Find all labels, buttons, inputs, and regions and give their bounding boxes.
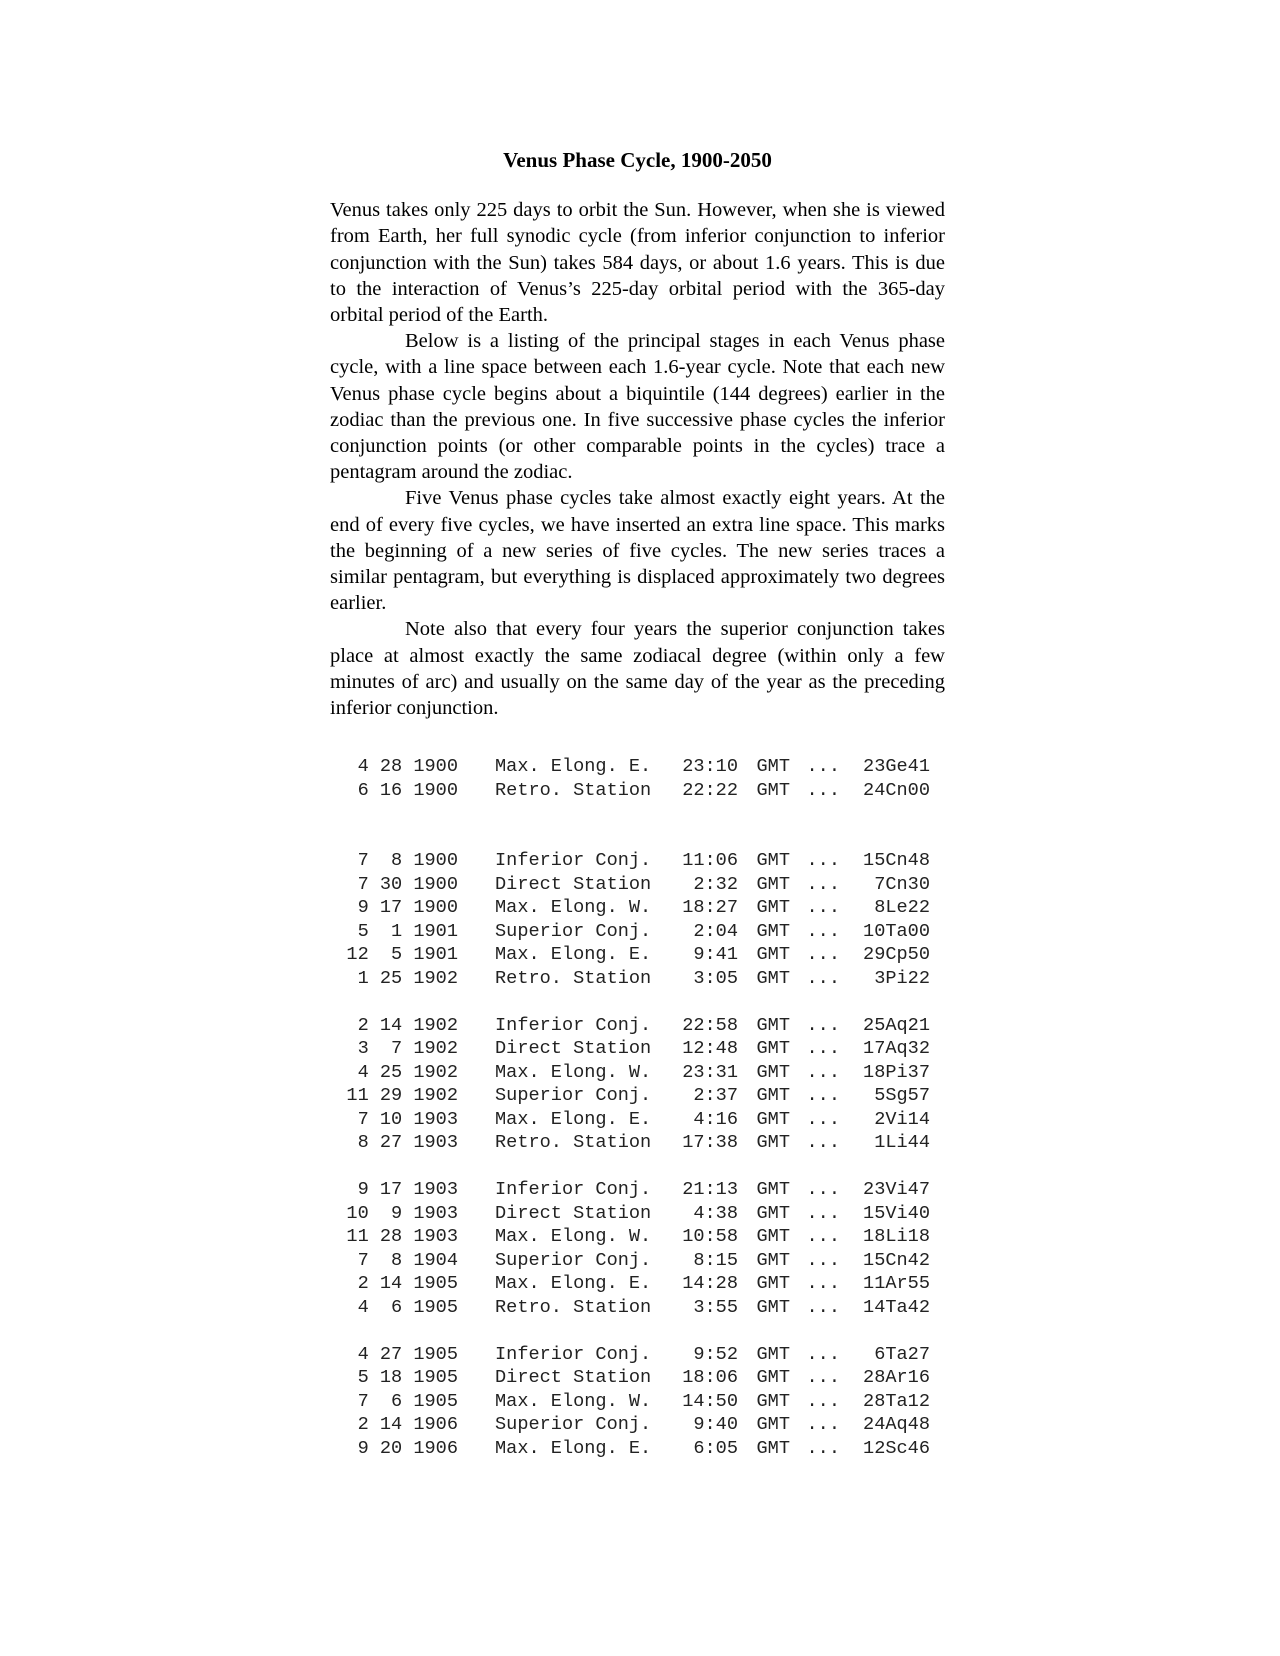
row-event: Superior Conj. <box>495 1249 652 1271</box>
row-position: 25Aq21 <box>863 1014 930 1036</box>
row-dots: ... <box>806 873 840 895</box>
row-time: 23:31 <box>682 1061 738 1083</box>
row-event: Max. Elong. W. <box>495 1390 652 1412</box>
row-date: 7 30 1900 <box>357 873 458 895</box>
row-position: 24Cn00 <box>863 779 930 801</box>
row-date: 6 16 1900 <box>357 779 458 801</box>
listing-row <box>330 1437 945 1461</box>
row-timezone: GMT <box>756 1414 790 1436</box>
row-position: 15Vi40 <box>863 1202 930 1224</box>
listing-row <box>330 896 945 920</box>
row-position: 2Vi14 <box>874 1108 930 1130</box>
row-event: Inferior Conj. <box>495 1343 652 1365</box>
phase-listing <box>330 755 945 1460</box>
row-dots: ... <box>806 1014 840 1036</box>
row-time: 18:06 <box>682 1367 738 1389</box>
row-event: Max. Elong. E. <box>495 944 652 966</box>
listing-row <box>330 873 945 897</box>
row-dots: ... <box>806 1085 840 1107</box>
row-position: 6Ta27 <box>874 1343 930 1365</box>
row-time: 14:28 <box>682 1273 738 1295</box>
row-date: 7 8 1904 <box>357 1249 458 1271</box>
row-time: 11:06 <box>682 850 738 872</box>
row-date: 2 14 1902 <box>357 1014 458 1036</box>
row-time: 10:58 <box>682 1226 738 1248</box>
row-date: 9 20 1906 <box>357 1437 458 1459</box>
row-position: 3Pi22 <box>874 967 930 989</box>
row-dots: ... <box>806 1202 840 1224</box>
listing-row <box>330 1296 945 1320</box>
row-dots: ... <box>806 1296 840 1318</box>
row-time: 17:38 <box>682 1132 738 1154</box>
row-time: 18:27 <box>682 897 738 919</box>
row-time: 23:10 <box>682 756 738 778</box>
listing-row <box>330 755 945 779</box>
row-timezone: GMT <box>756 1179 790 1201</box>
row-position: 5Sg57 <box>874 1085 930 1107</box>
row-time: 2:04 <box>693 920 738 942</box>
row-timezone: GMT <box>756 873 790 895</box>
row-position: 15Cn42 <box>863 1249 930 1271</box>
row-position: 12Sc46 <box>863 1437 930 1459</box>
row-timezone: GMT <box>756 1132 790 1154</box>
row-position: 29Cp50 <box>863 944 930 966</box>
row-timezone: GMT <box>756 756 790 778</box>
row-timezone: GMT <box>756 1038 790 1060</box>
listing-row <box>330 943 945 967</box>
row-event: Superior Conj. <box>495 1414 652 1436</box>
listing-row <box>330 1084 945 1108</box>
row-dots: ... <box>806 1132 840 1154</box>
row-time: 9:40 <box>693 1414 738 1436</box>
row-date: 4 25 1902 <box>357 1061 458 1083</box>
row-event: Max. Elong. E. <box>495 1273 652 1295</box>
row-timezone: GMT <box>756 1014 790 1036</box>
row-time: 4:16 <box>693 1108 738 1130</box>
row-position: 7Cn30 <box>874 873 930 895</box>
row-date: 4 6 1905 <box>357 1296 458 1318</box>
row-event: Inferior Conj. <box>495 1179 652 1201</box>
row-date: 7 10 1903 <box>357 1108 458 1130</box>
row-event: Retro. Station <box>495 967 652 989</box>
cycle-separator <box>330 1155 945 1179</box>
row-position: 23Vi47 <box>863 1179 930 1201</box>
row-time: 3:55 <box>693 1296 738 1318</box>
listing-row <box>330 1037 945 1061</box>
row-event: Inferior Conj. <box>495 1014 652 1036</box>
row-dots: ... <box>806 756 840 778</box>
row-timezone: GMT <box>756 1296 790 1318</box>
row-position: 10Ta00 <box>863 920 930 942</box>
row-timezone: GMT <box>756 920 790 942</box>
row-timezone: GMT <box>756 1061 790 1083</box>
row-time: 3:05 <box>693 967 738 989</box>
row-timezone: GMT <box>756 1437 790 1459</box>
listing-row <box>330 1272 945 1296</box>
listing-row <box>330 1413 945 1437</box>
row-time: 12:48 <box>682 1038 738 1060</box>
listing-row <box>330 1131 945 1155</box>
row-time: 2:37 <box>693 1085 738 1107</box>
row-dots: ... <box>806 1273 840 1295</box>
row-timezone: GMT <box>756 897 790 919</box>
listing-row <box>330 1014 945 1038</box>
listing-row <box>330 920 945 944</box>
row-date: 11 28 1903 <box>346 1226 458 1248</box>
row-dots: ... <box>806 1343 840 1365</box>
series-separator <box>330 802 945 849</box>
row-timezone: GMT <box>756 1367 790 1389</box>
row-event: Retro. Station <box>495 779 652 801</box>
row-date: 1 25 1902 <box>357 967 458 989</box>
row-dots: ... <box>806 1226 840 1248</box>
row-position: 23Ge41 <box>863 756 930 778</box>
row-dots: ... <box>806 1367 840 1389</box>
row-date: 2 14 1906 <box>357 1414 458 1436</box>
row-position: 11Ar55 <box>863 1273 930 1295</box>
row-dots: ... <box>806 1437 840 1459</box>
row-time: 2:32 <box>693 873 738 895</box>
row-position: 28Ar16 <box>863 1367 930 1389</box>
row-timezone: GMT <box>756 1085 790 1107</box>
listing-row <box>330 1108 945 1132</box>
listing-row <box>330 849 945 873</box>
row-time: 9:52 <box>693 1343 738 1365</box>
row-event: Max. Elong. E. <box>495 756 652 778</box>
row-dots: ... <box>806 1108 840 1130</box>
row-date: 7 8 1900 <box>357 850 458 872</box>
row-date: 12 5 1901 <box>346 944 458 966</box>
row-date: 4 27 1905 <box>357 1343 458 1365</box>
paragraph-five-cycles: Five Venus phase cycles take almost exactly eight years. At the end of every five cycles, we have inserted an extra line space. This marks the beginning of a new series of five cycles. The new series traces a similar pentagram, but everything is displaced approximately two degrees earlier. <box>330 487 945 615</box>
row-event: Max. Elong. W. <box>495 1226 652 1248</box>
row-position: 14Ta42 <box>863 1296 930 1318</box>
row-event: Direct Station <box>495 1202 652 1224</box>
cycle-separator <box>330 1319 945 1343</box>
row-position: 18Pi37 <box>863 1061 930 1083</box>
row-event: Inferior Conj. <box>495 850 652 872</box>
row-event: Max. Elong. E. <box>495 1437 652 1459</box>
listing-row <box>330 1249 945 1273</box>
row-timezone: GMT <box>756 1249 790 1271</box>
listing-row <box>330 1061 945 1085</box>
row-time: 6:05 <box>693 1437 738 1459</box>
row-event: Direct Station <box>495 873 652 895</box>
row-event: Direct Station <box>495 1367 652 1389</box>
row-timezone: GMT <box>756 1343 790 1365</box>
listing-row <box>330 1366 945 1390</box>
paragraph-superior-conjunction: Note also that every four years the superior conjunction takes place at almost exactly the same zodiacal degree (within only a few minutes of arc) and usually on the same day of the year as the preceding inferior conjunction. <box>330 618 945 720</box>
row-dots: ... <box>806 1061 840 1083</box>
row-timezone: GMT <box>756 967 790 989</box>
row-dots: ... <box>806 1390 840 1412</box>
listing-row <box>330 1390 945 1414</box>
row-date: 10 9 1903 <box>346 1202 458 1224</box>
row-event: Max. Elong. E. <box>495 1108 652 1130</box>
row-event: Superior Conj. <box>495 1085 652 1107</box>
document-page <box>330 148 945 1460</box>
document-title: Venus Phase Cycle, 1900-2050 <box>503 148 772 172</box>
row-time: 22:58 <box>682 1014 738 1036</box>
row-dots: ... <box>806 1038 840 1060</box>
row-dots: ... <box>806 897 840 919</box>
row-position: 28Ta12 <box>863 1390 930 1412</box>
row-event: Retro. Station <box>495 1296 652 1318</box>
row-event: Max. Elong. W. <box>495 897 652 919</box>
row-timezone: GMT <box>756 1226 790 1248</box>
row-dots: ... <box>806 1249 840 1271</box>
row-time: 14:50 <box>682 1390 738 1412</box>
row-dots: ... <box>806 1414 840 1436</box>
row-date: 4 28 1900 <box>357 756 458 778</box>
row-position: 15Cn48 <box>863 850 930 872</box>
row-date: 2 14 1905 <box>357 1273 458 1295</box>
listing-row <box>330 779 945 803</box>
row-timezone: GMT <box>756 1273 790 1295</box>
row-dots: ... <box>806 850 840 872</box>
row-timezone: GMT <box>756 1108 790 1130</box>
listing-row <box>330 1178 945 1202</box>
row-date: 9 17 1900 <box>357 897 458 919</box>
row-timezone: GMT <box>756 1390 790 1412</box>
listing-row <box>330 1343 945 1367</box>
row-date: 9 17 1903 <box>357 1179 458 1201</box>
paragraph-listing-explanation: Below is a listing of the principal stages in each Venus phase cycle, with a line space between each 1.6-year cycle. Note that each new Venus phase cycle begins about a biquintile (144 degrees) earlier in the zodiac than the previous one. In five successive phase cycles the inferior conjunction points (or other comparable points in the cycles) trace a pentagram around the zodiac. <box>330 330 945 484</box>
row-dots: ... <box>806 944 840 966</box>
row-position: 17Aq32 <box>863 1038 930 1060</box>
row-date: 11 29 1902 <box>346 1085 458 1107</box>
paragraph-intro: Venus takes only 225 days to orbit the Sun. However, when she is viewed from Earth, her full synodic cycle (from inferior conjunction to inferior conjunction with the Sun) takes 584 days, or about 1.6 years. This is due to the interaction of Venus’s 225-day orbital period with the 365-day orbital period of the Earth. <box>330 199 945 326</box>
row-date: 5 18 1905 <box>357 1367 458 1389</box>
row-date: 8 27 1903 <box>357 1132 458 1154</box>
row-dots: ... <box>806 967 840 989</box>
row-date: 3 7 1902 <box>357 1038 458 1060</box>
row-time: 4:38 <box>693 1202 738 1224</box>
row-time: 21:13 <box>682 1179 738 1201</box>
listing-row <box>330 1202 945 1226</box>
row-event: Superior Conj. <box>495 920 652 942</box>
row-dots: ... <box>806 779 840 801</box>
row-event: Direct Station <box>495 1038 652 1060</box>
row-timezone: GMT <box>756 1202 790 1224</box>
row-position: 8Le22 <box>874 897 930 919</box>
row-time: 22:22 <box>682 779 738 801</box>
row-date: 7 6 1905 <box>357 1390 458 1412</box>
row-dots: ... <box>806 920 840 942</box>
row-timezone: GMT <box>756 779 790 801</box>
row-date: 5 1 1901 <box>357 920 458 942</box>
row-dots: ... <box>806 1179 840 1201</box>
row-time: 9:41 <box>693 944 738 966</box>
row-position: 18Li18 <box>863 1226 930 1248</box>
row-timezone: GMT <box>756 850 790 872</box>
row-event: Retro. Station <box>495 1132 652 1154</box>
row-event: Max. Elong. W. <box>495 1061 652 1083</box>
row-time: 8:15 <box>693 1249 738 1271</box>
row-timezone: GMT <box>756 944 790 966</box>
row-position: 24Aq48 <box>863 1414 930 1436</box>
listing-row <box>330 967 945 991</box>
row-position: 1Li44 <box>874 1132 930 1154</box>
cycle-separator <box>330 990 945 1014</box>
listing-row <box>330 1225 945 1249</box>
